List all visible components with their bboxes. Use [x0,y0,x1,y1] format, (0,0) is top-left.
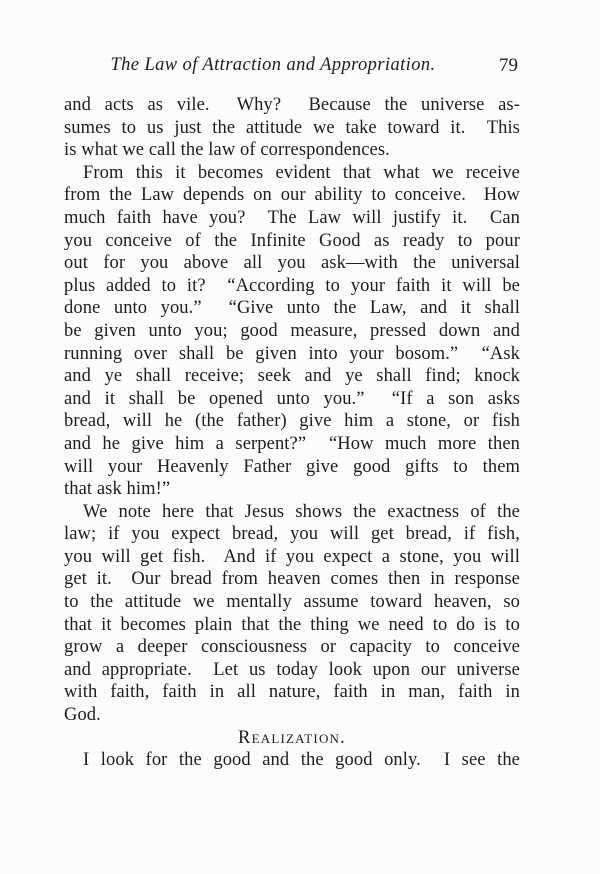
text-line: to the attitude we mentally assume toward heaven, so [64,592,520,613]
text-line: is what we call the law of correspondences. [64,140,390,161]
text-line: that it becomes plain that the thing we need to do is to [64,614,520,635]
text-line: done unto you.” “Give unto the Law, and it shall [64,298,520,319]
text-line: get it. Our bread from heaven comes then in response [64,569,520,590]
paragraph [64,501,520,727]
text-line: I look for the good and the good only. I see the [83,750,520,771]
text-line: and it shall be opened unto you.” “If a son asks [64,388,520,409]
text-line: from the Law depends on our ability to conceive. How [64,185,520,206]
text-line: will your Heavenly Father give good gifts to them [64,456,520,477]
text-line: much faith have you? The Law will justify it. Can [64,207,520,228]
text-block [64,94,520,772]
text-line: From this it becomes evident that what we receive [83,162,520,183]
paragraph [64,162,520,501]
text-line: and acts as vile. Why? Because the universe as- [64,95,520,115]
text-line: grow a deeper consciousness or capacity to conceive [64,637,520,658]
text-line: you conceive of the Infinite Good as ready to pour [64,230,520,251]
text-line: you will get fish. And if you expect a stone, you will [64,546,520,567]
text-line: law; if you expect bread, you will get bread, if fish, [64,524,520,545]
text-line: and appropriate. Let us today look upon our universe [64,659,520,680]
page-number: 79 [499,55,518,76]
paragraph [64,94,520,162]
text-line: and ye shall receive; seek and ye shall find; knock [64,366,520,387]
section-heading: Realization. [238,727,346,748]
text-line: and he give him a serpent?” “How much more then [64,433,520,454]
text-line: out for you above all you ask—with the universal [64,253,520,274]
text-line: We note here that Jesus shows the exactness of the [83,501,520,522]
text-line: sumes to us just the attitude we take toward it. This [64,117,520,138]
text-line: plus added to it? “According to your faith it will be [64,275,520,296]
text-line: that ask him!” [64,479,171,500]
running-header [64,55,520,79]
chapter-title: The Law of Attraction and Appropriation. [110,55,436,75]
text-line: bread, will he (the father) give him a stone, or fish [64,411,520,432]
text-line: God. [64,705,101,726]
text-line: be given unto you; good measure, pressed down and [64,320,520,341]
text-line: with faith, faith in all nature, faith in man, faith in [64,682,520,703]
paragraph [64,749,520,772]
text-line: running over shall be given into your bosom.” “Ask [64,343,520,364]
